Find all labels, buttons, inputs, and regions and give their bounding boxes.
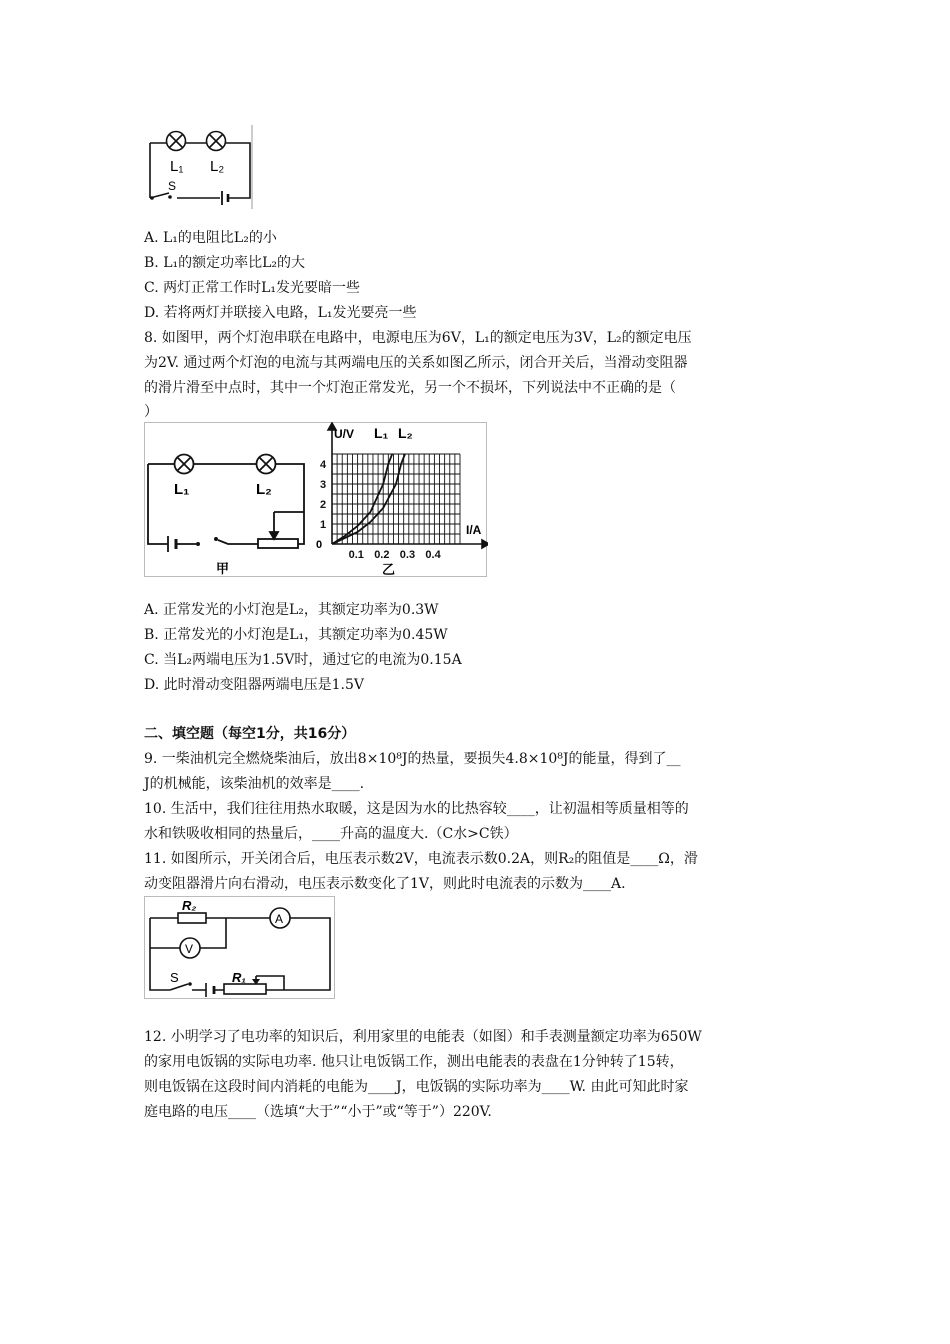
q8-option-a: A. 正常发光的小灯泡是L₂，其额定功率为0.3W <box>144 602 439 618</box>
lamp-l2-label: L₂ <box>210 158 225 175</box>
y-tick-label: 2 <box>320 499 327 511</box>
legend-l2: L₂ <box>398 425 413 441</box>
q8-option-b: B. 正常发光的小灯泡是L₁，其额定功率为0.45W <box>144 627 448 643</box>
ammeter-label: A <box>275 912 284 926</box>
q8-option-d: D. 此时滑动变阻器两端电压是1.5V <box>144 677 365 693</box>
q10-text-line-1: 10. 生活中，我们往往用热水取暖，这是因为水的比热容较____，让初温相等质量相等的 <box>144 801 689 817</box>
q8-text-line-3: 的滑片滑至中点时，其中一个灯泡正常发光，另一个不损坏，下列说法中不正确的是（ <box>144 380 676 396</box>
q8-figure <box>144 422 488 578</box>
q12-text-line-4: 庭电路的电压____（选填“大于”“小于”或“等于”）220V. <box>144 1104 492 1120</box>
rheostat-r1-icon <box>224 984 266 994</box>
x-tick-label: 0.4 <box>425 549 441 561</box>
q7-option-b: B. L₁的额定功率比L₂的大 <box>144 255 306 271</box>
lamp-l1-label: L₁ <box>170 158 184 175</box>
q10-text-line-2: 水和铁吸收相同的热量后，____升高的温度大.（C水>C铁） <box>144 826 518 842</box>
voltmeter-label: V <box>185 942 194 956</box>
x-tick-label: 0.1 <box>348 549 364 561</box>
q9-text-line-2: J的机械能，该柴油机的效率是____. <box>144 776 365 792</box>
resistor-r2-icon <box>178 913 206 923</box>
caption-jia: 甲 <box>216 561 230 576</box>
q7-option-d: D. 若将两灯并联接入电路，L₁发光要亮一些 <box>144 305 417 321</box>
y-tick-label: 4 <box>320 459 327 471</box>
q12-text-line-2: 的家用电饭锅的实际电功率. 他只让电饭锅工作，测出电能表的表盘在1分钟转了15转， <box>144 1054 684 1070</box>
switch-label: S <box>168 179 177 193</box>
q8-text-line-4: ） <box>144 404 158 420</box>
q11-circuit-figure <box>144 896 336 1000</box>
r2-label: R₂ <box>182 898 197 913</box>
y-axis-label: U/V <box>334 427 355 441</box>
x-tick-label: 0.2 <box>374 549 390 561</box>
iu-graph <box>316 423 488 577</box>
q9-text-line-1: 9. 一柴油机完全燃烧柴油后，放出8×10⁸J的热量，要损失4.8×10⁸J的能量，得到了__ <box>144 751 681 767</box>
caption-yi: 乙 <box>382 562 396 577</box>
q7-circuit-figure <box>144 123 256 211</box>
series-curve-2 <box>332 454 405 544</box>
lamp-l2-label: L₂ <box>256 481 272 498</box>
y-tick-label: 1 <box>320 519 327 531</box>
y-tick-label: 3 <box>320 479 327 491</box>
origin-label: 0 <box>316 539 323 551</box>
q8-circuit-diagram <box>148 455 304 553</box>
q7-option-a: A. L₁的电阻比L₂的小 <box>144 230 277 246</box>
lamp-l1-label: L₁ <box>174 481 190 498</box>
r1-label: R₁ <box>232 970 246 985</box>
x-axis-arrow-icon <box>482 540 488 548</box>
q12-text-line-1: 12. 小明学习了电功率的知识后，利用家里的电能表（如图）和手表测量额定功率为650W <box>144 1029 702 1045</box>
q8-text-line-1: 8. 如图甲，两个灯泡串联在电路中，电源电压为6V，L₁的额定电压为3V，L₂的额定电压 <box>144 330 692 346</box>
q8-text-line-2: 为2V. 通过两个灯泡的电流与其两端电压的关系如图乙所示，闭合开关后，当滑动变阻器 <box>144 355 688 371</box>
switch-label: S <box>170 970 179 985</box>
q12-text-line-3: 则电饭锅在这段时间内消耗的电能为____J，电饭锅的实际功率为____W. 由此可知此时家 <box>144 1079 689 1095</box>
q8-option-c: C. 当L₂两端电压为1.5V时，通过它的电流为0.15A <box>144 652 462 668</box>
q7-option-c: C. 两灯正常工作时L₁发光要暗一些 <box>144 280 361 296</box>
q11-text-line-1: 11. 如图所示，开关闭合后，电压表示数2V，电流表示数0.2A，则R₂的阻值是____Ω，滑 <box>144 851 698 867</box>
x-tick-label: 0.3 <box>399 549 416 561</box>
q11-text-line-2: 动变阻器滑片向右滑动，电压表示数变化了1V，则此时电流表的示数为____A. <box>144 876 626 892</box>
x-axis-label: I/A <box>466 523 482 537</box>
section-2-heading: 二、填空题（每空1分，共16分） <box>144 726 356 742</box>
legend-l1: L₁ <box>374 425 389 441</box>
